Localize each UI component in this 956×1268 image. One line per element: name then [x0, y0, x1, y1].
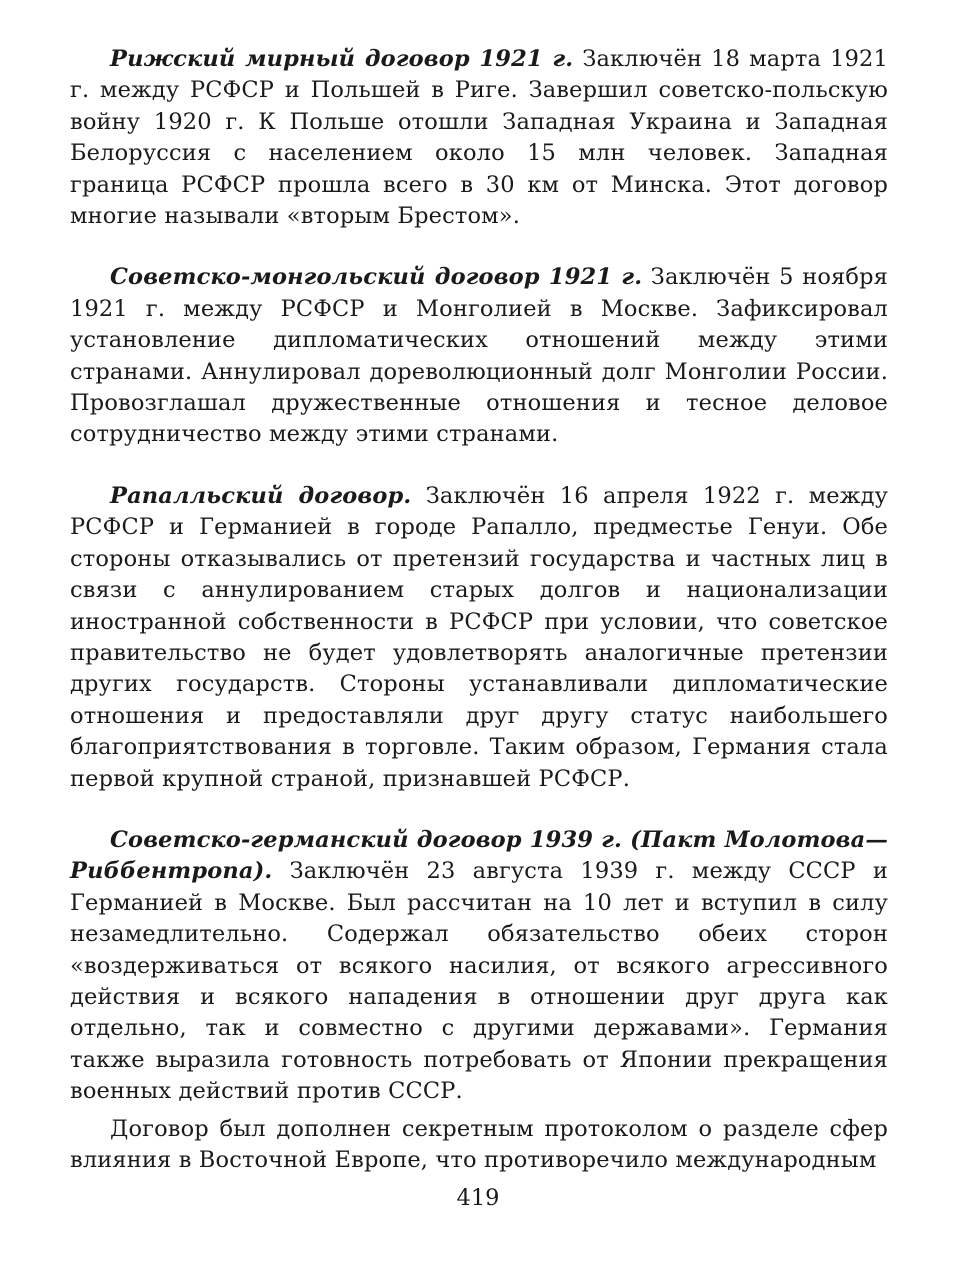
entry-riga-treaty	[70, 44, 888, 232]
page-body	[70, 44, 888, 1176]
continuation-paragraph: Договор был дополнен секретным протоколом о разделе сфер влияния в Восточной Европе, что противоречило международным	[70, 1115, 888, 1173]
entry-rapallo-treaty	[70, 481, 888, 795]
entry-text: Заключён 18 марта 1921 г. между РСФСР и Польшей в Риге. Завершил советско-польскую войну 1920 г. К Польше отошли Западная Украина и Западная Белоруссия с населением около 15 млн человек. Западная граница РСФСР прошла всего в 30 км от Минска. Этот договор многие называли «вторым Брестом».	[70, 46, 888, 230]
entry-molotov-ribbentrop-pact	[70, 825, 888, 1108]
entry-text: Заключён 23 августа 1939 г. между СССР и Германией в Москве. Был рассчитан на 10 лет и вступил в силу незамедлительно. Содержал обязательство обеих сторон «воздерживаться от всякого насилия, от всякого агрессивного действия и всякого нападения в отношении друг друга как отдельно, так и совместно с другими державами». Германия также выразила готовность потребовать от Японии прекращения военных действий против СССР.	[70, 858, 889, 1105]
entry-text: Заключён 5 ноября 1921 г. между РСФСР и Монголией в Москве. Зафиксировал установление дипломатических отношений между этими странами. Аннулировал дореволюционный долг Монголии России. Провозглашал дружественные отношения и тесное деловое сотрудничество между этими странами.	[70, 264, 888, 448]
entry-text: Заключён 16 апреля 1922 г. между РСФСР и Германией в городе Рапалло, предместье Генуи. Обе стороны отказывались от претензий государства и частных лиц в связи с аннулированием старых долгов и национализации иностранной собственности в РСФСР при условии, что советское правительство не будет удовлетворять аналогичные претензии других государств. Стороны устанавливали дипломатические отношения и предоставляли друг другу статус наибольшего благоприятствования в торговле. Таким образом, Германия стала первой крупной страной, признавшей РСФСР.	[70, 482, 888, 792]
entry-soviet-mongolian-treaty	[70, 262, 888, 450]
entry-term: Рижский мирный договор 1921 г.	[110, 46, 574, 72]
entry-term: Советско-германский договор 1939 г. (Пакт Молотова—Риббентропа).	[70, 826, 888, 885]
page-number: 419	[456, 1185, 500, 1211]
entry-term: Рапалльский договор.	[110, 482, 412, 509]
entry-term: Советско-монгольский договор 1921 г.	[110, 264, 643, 291]
